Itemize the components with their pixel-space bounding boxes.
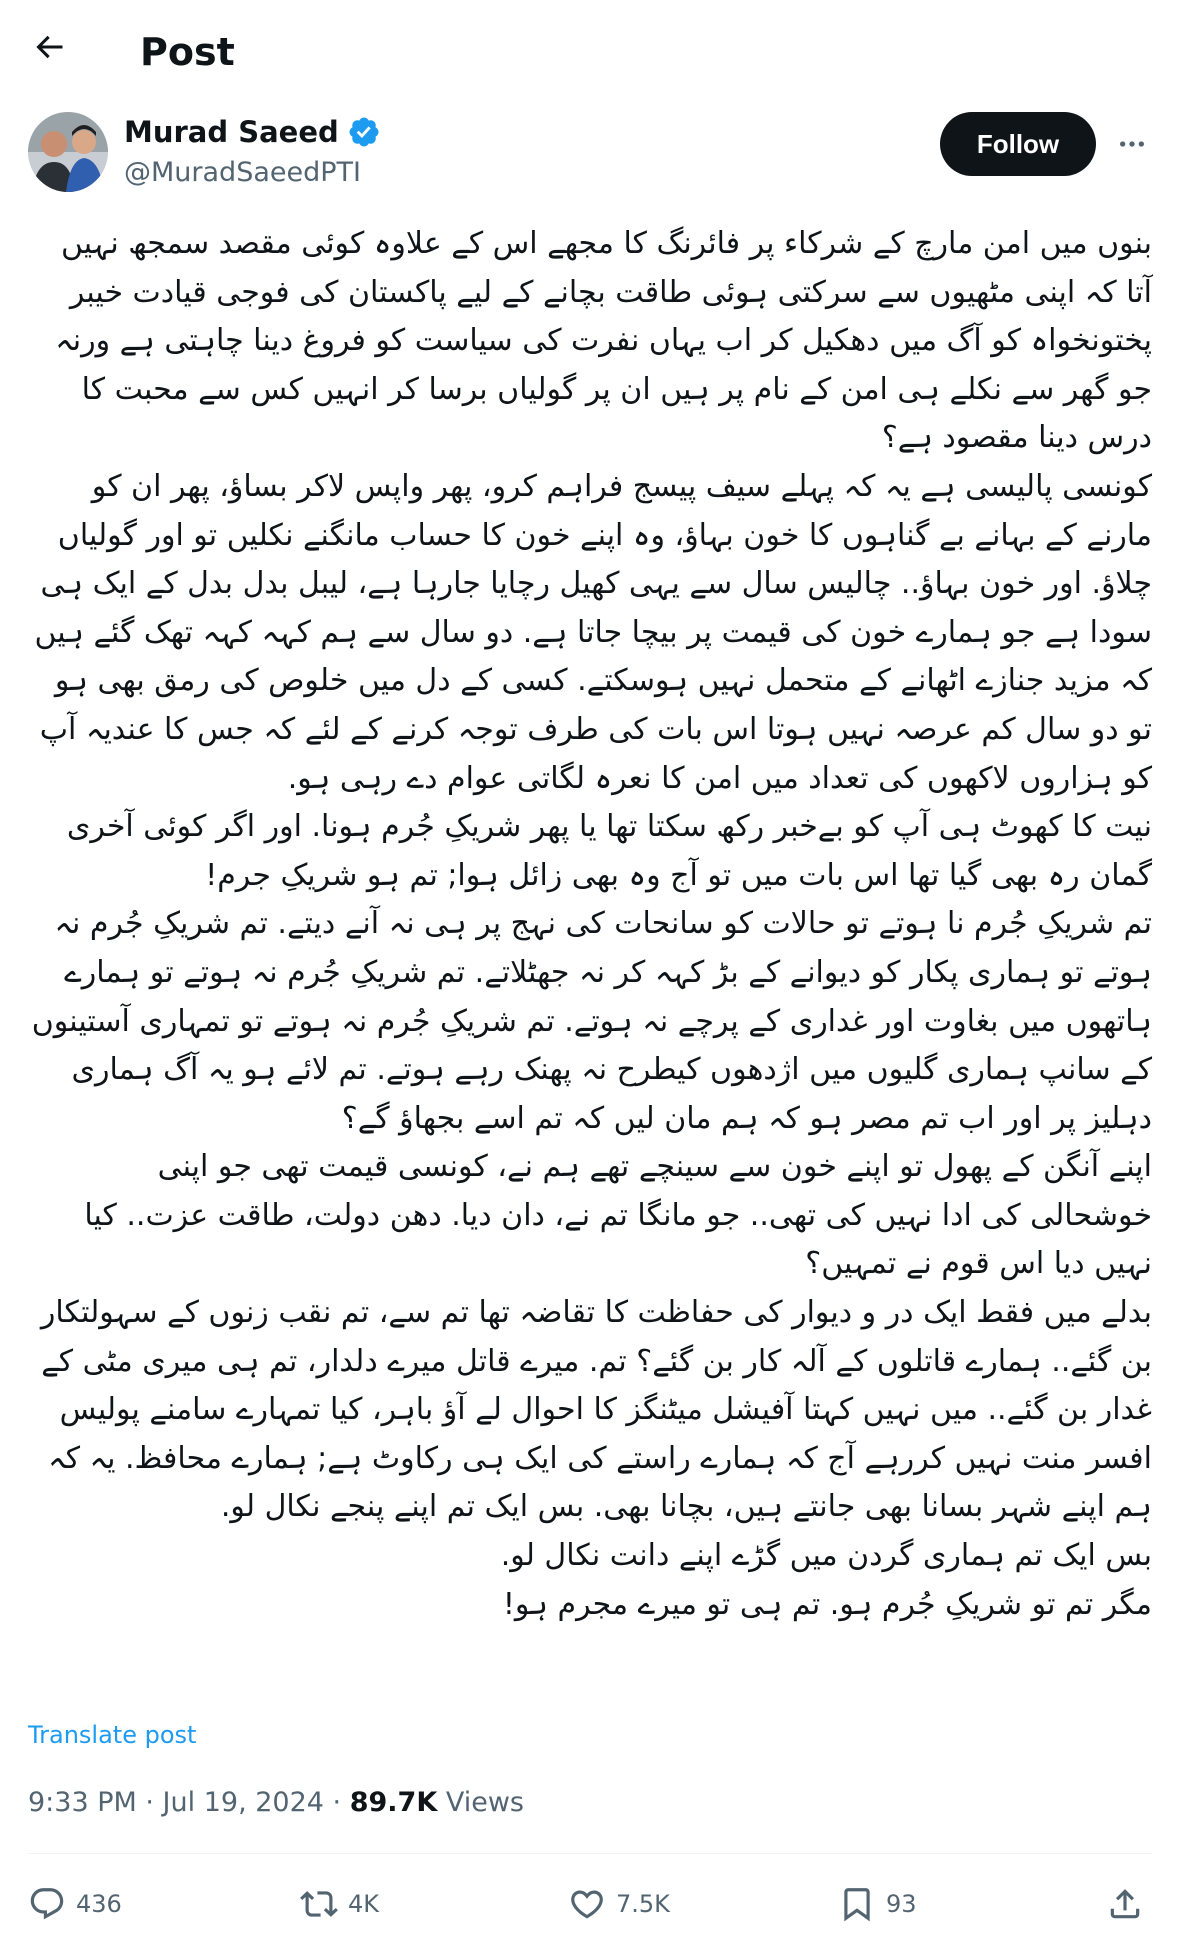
repost-button[interactable] [300,1878,379,1930]
follow-button[interactable]: Follow [940,112,1096,176]
repost-count: 4K [348,1890,380,1918]
share-icon [1106,1885,1144,1923]
post-text [28,220,1152,1629]
reply-button[interactable] [28,1878,122,1930]
post-paragraph: مگر تم تو شریکِ جُرم ہو. تم ہی تو میرے مجرم ہو! [502,1586,1152,1622]
post-paragraph: نیت کا کھوٹ ہی آپ کو بےخبر رکھ سکتا تھا یا پھر شریکِ جُرم ہونا. اور اگر کوئی آخری گمان رہ بھی گیا تھا اس بات میں تو آج وہ بھی زائل ہوا; تم ہو شریکِ جرم! [66,809,1152,893]
post-paragraph: اپنے آنگن کے پھول تو اپنے خون سے سینچے تھے ہم نے، کونسی قیمت تھی جو اپنی خوشحالی کی ادا نہیں کی تھی.. جو مانگا تم نے، دان دیا. دھن دولت، طاقت عزت.. کیا نہیں دیا اس قوم نے تمہیں؟ [84,1149,1152,1282]
meta-separator: · [323,1787,350,1818]
heart-icon [568,1885,606,1923]
translate-post-link[interactable]: Translate post [28,1721,197,1749]
reply-count: 436 [76,1890,122,1918]
avatar-image [28,112,108,192]
post-paragraph: کونسی پالیسی ہے یہ کہ پہلے سیف پیسج فراہم کرو، پھر واپس لاکر بساؤ، پھر ان کو مارنے کے بہانے بے گناہوں کا خون بہاؤ، وہ اپنے خون کا حساب مانگنے نکلیں تو اور گولیاں چلاؤ. اور خون بہاؤ.. چالیس سال سے یہی کھیل رچایا جارہا ہے، لیبل بدل بدل کے ایک ہی سودا ہے جو ہمارے خون کی قیمت پر بیچا جاتا ہے. دو سال سے ہم کہہ کہہ تھک گئے ہیں کہ مزید جنازے اٹھانے کے متحمل نہیں ہوسکتے. کسی کے دل میں خلوص کی رمق بھی ہو تو دو سال کم عرصہ نہیں ہوتا اس بات کی طرف توجہ کرنے کے لئے کہ جس کا عندیہ آپ کو ہزاروں لاکھوں کی تعداد میں امن کا نعرہ لگاتی عوام دے رہی ہو. [34,468,1152,796]
action-bar [28,1878,1152,1930]
more-dots-icon [1116,128,1148,160]
bookmark-count: 93 [886,1890,917,1918]
views-label: Views [437,1787,524,1818]
bookmark-button[interactable] [838,1878,917,1930]
author-name-row [124,112,381,152]
meta-separator: · [136,1787,163,1818]
more-button[interactable] [1112,124,1152,164]
post-paragraph: تم شریکِ جُرم نا ہوتے تو حالات کو سانحات کی نہج پر ہی نہ آنے دیتے. تم شریکِ جُرم نہ ہوتے تو ہماری پکار کو دیوانے کے بڑ کہہ کر نہ جھٹلاتے. تم شریکِ جُرم نہ ہوتے تو ہمارے ہاتھوں میں بغاوت اور غداری کے پرچے نہ ہوتے. تم شریکِ جُرم نہ ہوتے تو تمہاری آستینوں کے سانپ ہماری گلیوں میں اژدھوں کیطرح نہ پھنک رہے ہوتے. تم لائے ہو یہ آگ ہماری دہلیز پر اور اب تم مصر ہو کہ ہم مان لیں کہ تم اسے بجھاؤ گے؟ [31,906,1152,1136]
post-paragraph: بنوں میں امن مارچ کے شرکاء پر فائرنگ کا مجھے اس کے علاوہ کوئی مقصد سمجھ نہیں آتا کہ اپنی مٹھیوں سے سرکتی ہوئی طاقت بچانے کے لیے پاکستان کی فوجی قیادت خیبر پختونخواہ کو آگ میں دھکیل کر اب یہاں نفرت کی سیاست کو فروغ دینا چاہتی ہے ورنہ جو گھر سے نکلے ہی امن کے نام پر ہیں ان پر گولیاں برسا کر انہیں کس سے محبت کا درس دینا مقصود ہے؟ [55,226,1152,456]
repost-icon [300,1885,338,1923]
page-title: Post [140,30,235,74]
header [0,0,1180,104]
post-date[interactable]: Jul 19, 2024 [162,1787,324,1818]
author-name[interactable]: Murad Saeed [124,115,339,149]
share-button[interactable] [1106,1878,1144,1930]
reply-icon [28,1885,66,1923]
like-count: 7.5K [616,1890,670,1918]
back-button[interactable] [26,24,72,70]
views-count: 89.7K [349,1787,438,1818]
like-button[interactable] [568,1878,670,1930]
bookmark-icon [838,1885,876,1923]
post-paragraph: بس ایک تم ہماری گردن میں گڑے اپنے دانت نکال لو. [500,1538,1152,1574]
author-handle[interactable]: @MuradSaeedPTI [124,157,361,188]
verified-badge-icon [347,115,381,149]
post-paragraph: بدلے میں فقط ایک در و دیوار کی حفاظت کا تقاضہ تھا تم سے، تم نقب زنوں کے سہولتکار بن گئے.. ہمارے قاتلوں کے آلہ کار بن گئے؟ تم. میرے قاتل میرے دلدار، تم ہی میری مٹی کے غدار بن گئے.. میں نہیں کہتا آفیشل میٹنگز کا احوال لے آؤ باہر، کیا تمہارے سامنے پولیس افسر منت نہیں کررہے آج کہ ہمارے راستے کی ایک ہی رکاوٹ ہے; ہمارے محافظ. یہ کہ ہم اپنے شہر بسانا بھی جانتے ہیں، بچانا بھی. بس ایک تم اپنے پنجے نکال لو. [40,1295,1152,1525]
post-meta [28,1784,524,1822]
arrow-left-icon [31,29,67,65]
divider [28,1853,1152,1854]
avatar[interactable] [28,112,108,192]
post-time[interactable]: 9:33 PM [28,1787,137,1818]
